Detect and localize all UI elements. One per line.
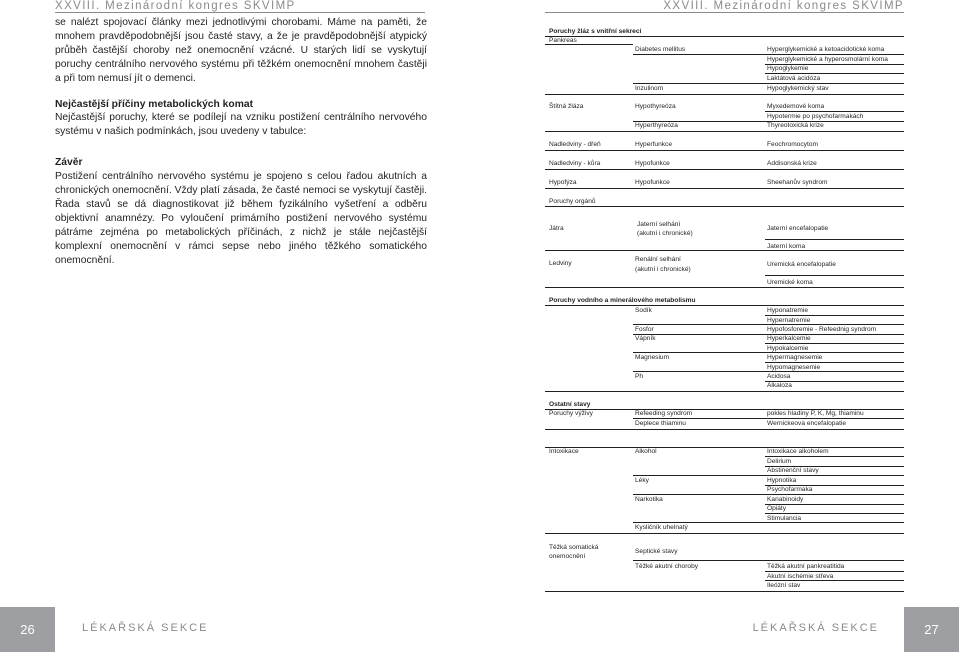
table-rule (765, 315, 904, 316)
table-cell: Renální selhání (635, 256, 681, 263)
table-rule (765, 513, 904, 514)
right-section-label: LÉKAŘSKÁ SEKCE (752, 622, 879, 634)
table-cell: pokles hladiny P, K, Mg, thiaminu (767, 410, 864, 417)
table-rule (765, 580, 904, 581)
table-rule (633, 352, 904, 353)
right-header-rule (545, 12, 904, 13)
table-cell: Addisonská krize (767, 160, 817, 167)
table-cell: Fosfor (635, 326, 654, 333)
table-section-title: Ostatní stavy (549, 401, 591, 408)
table-rule (545, 150, 904, 151)
table-rule (633, 494, 904, 495)
table-cell: Hypofosforemie - Refeednig syndrom (767, 326, 877, 333)
table-cell: Hyperglykemické a hyperosmolární koma (767, 56, 888, 63)
table-cell: Hyperkalcemie (767, 335, 811, 342)
table-rule (545, 250, 904, 251)
left-section-label: LÉKAŘSKÁ SEKCE (82, 622, 209, 634)
left-header-rule (55, 12, 425, 13)
table-cell: Hypotermie po psychofarmakách (767, 113, 864, 120)
table-cell: Diabetes mellitus (635, 46, 686, 53)
section-heading-conclusion: Závěr (55, 157, 83, 169)
causes-paragraph: Nejčastější poruchy, které se podílejí na vzniku postižení centrálního nervového systému v našich podmínkách, jsou uvedeny v tabulce: (55, 112, 427, 138)
table-cell: Acidosa (767, 373, 791, 380)
table-rule (633, 475, 904, 476)
table-rule (633, 371, 904, 372)
section-heading-causes: Nejčastější příčiny metabolických komat (55, 98, 254, 110)
table-cell: Štítná žláza (549, 103, 584, 110)
table-cell: Ileózní stav (767, 582, 801, 589)
table-rule (545, 188, 904, 189)
table-rule (633, 522, 904, 523)
table-cell: (akutní i chronické) (635, 266, 691, 273)
table-cell: Těžké akutní choroby (635, 563, 699, 570)
table-cell: Nadledviny - kůra (549, 160, 601, 167)
table-cell: Hypoglykemie (767, 65, 809, 72)
table-cell: Kysličník uhelnatý (635, 524, 688, 531)
table-cell: Těžká akutní pankreatitida (767, 563, 845, 570)
intro-paragraph: se nalézt spojovací články mezi jednotlivými chorobami. Máme na paměti, že mnohem pravděpodobnější jsou časté stavy, a že je pravděpodobnější atypický průběh častější choroby než onemocnění vzácné. U starých lidí se vyskytují poruchy centrálního nervového systému při těžkém onemocnění mnohem častěji a při tom nemusí jít o demenci. (55, 17, 427, 84)
table-cell: Inzulinom (635, 85, 664, 92)
table-cell: onemocnění (549, 553, 586, 560)
table-cell: Intoxikace alkoholem (767, 448, 829, 455)
left-page-number: 26 (0, 607, 55, 652)
table-rule (545, 591, 904, 592)
table-cell: Nadledviny - dřeň (549, 141, 601, 148)
table-cell: Játra (549, 225, 564, 232)
table-rule (765, 456, 904, 457)
left-column (55, 16, 427, 268)
table-cell: Léky (635, 477, 649, 484)
table-cell: Refeeding syndrom (635, 410, 693, 417)
table-rule (545, 447, 904, 448)
table-cell: Hyperthyreóza (635, 122, 678, 129)
table-rule (545, 36, 904, 37)
table-cell: Delirium (767, 458, 792, 465)
table-rule (545, 429, 904, 430)
left-running-header: XXVIII. Mezinárodní kongres SKVIMP (55, 0, 296, 12)
table-cell: Hypofunkce (635, 179, 670, 186)
table-cell: Stimulancia (767, 515, 802, 522)
table-cell: Kanabinoidy (767, 496, 804, 503)
table-cell: Hypothyreóza (635, 103, 676, 110)
table-rule (545, 305, 904, 306)
table-cell: (akutní i chronické) (637, 230, 693, 237)
table-cell: Akutní ischémie střeva (767, 573, 834, 580)
table-section-title: Poruchy žláz s vnitřní sekrecí (549, 28, 642, 35)
table-rule (633, 418, 904, 419)
table-cell: Abstinenční stavy (767, 467, 819, 474)
table-rule (545, 169, 904, 170)
table-cell: Hypofunkce (635, 160, 670, 167)
table-rule (765, 571, 904, 572)
table-rule (545, 533, 904, 534)
table-cell: Hypnotika (767, 477, 797, 484)
table-rule (765, 239, 904, 240)
table-cell: Laktátová acidóza (767, 75, 821, 82)
table-cell: Hypokalcemie (767, 345, 809, 352)
table-cell: Uremické koma (767, 279, 813, 286)
table-cell: Narkotika (635, 496, 663, 503)
table-cell: Magnesium (635, 354, 670, 361)
table-rule (545, 206, 904, 207)
table-rule (545, 44, 633, 45)
table-cell: Hypermagnesemie (767, 354, 823, 361)
table-rule (765, 343, 904, 344)
table-cell: Deplece thiaminu (635, 420, 686, 427)
table-cell: Hypofýza (549, 179, 577, 186)
right-page-number: 27 (904, 607, 959, 652)
table-cell: Myxedemové koma (767, 103, 825, 110)
table-cell: Hyponatremie (767, 307, 809, 314)
table-cell: Uremická encefalopatie (767, 261, 836, 268)
table-cell: Poruchy výživy (549, 410, 593, 417)
conclusion-paragraph: Postižení centrálního nervového systému je spojeno s celou řadou akutních a chronických onemocnění. Vždy platí zásada, že časté nemoci se vyskytují častěji. Řada stavů se dá diagnostikovat již během fyzikálního vyšetření a odběru objektivní anamnézy. Po vyloučení primárního postižení nervového systému pátráme zejména po metabolických příčinách, z nichž je stále nejčastější komplexní onemocnění v rámci sepse nebo jiného těžkého somatického onemocnění. (55, 171, 428, 266)
table-cell: Alkaloza (767, 382, 792, 389)
table-cell: Thyreotoxická krize (767, 122, 824, 129)
table-cell: Sheehanův syndrom (767, 179, 828, 186)
table-cell: Jaterní encefalopatie (767, 225, 829, 232)
table-cell: Intoxikace (549, 448, 579, 455)
table-cell: Ph (635, 373, 644, 380)
table-cell: Alkohol (635, 448, 657, 455)
table-section-title: Poruchy vodního a minerálového metabolismu (549, 297, 696, 304)
table-cell: Septické stavy (635, 548, 678, 555)
table-cell: Ledviny (549, 260, 572, 267)
table-rule (765, 111, 904, 112)
table-rule (765, 275, 904, 276)
table-rule (633, 83, 904, 84)
table-cell: Sodík (635, 307, 652, 314)
table-cell: Hyperglykemické a ketoacidotické koma (767, 46, 885, 53)
table-section-title: Poruchy orgánů (549, 198, 596, 205)
table-cell: Pankreas (549, 37, 577, 44)
table-rule (765, 73, 904, 74)
table-cell: Opiáty (767, 505, 787, 512)
table-cell: Hyperfunkce (635, 141, 673, 148)
table-rule (545, 131, 904, 132)
table-cell: Hypoglykemický stav (767, 85, 829, 92)
table-cell: Jaterní koma (767, 243, 806, 250)
table-rule (633, 560, 904, 561)
table-cell: Hypomagnesemie (767, 364, 821, 371)
table-cell: Wernickeova encefalopatie (767, 420, 847, 427)
right-running-header: XXVIII. Mezinárodní kongres SKVIMP (663, 0, 904, 12)
table-rule (633, 54, 904, 55)
table-rule (633, 324, 904, 325)
table-rule (545, 94, 904, 95)
table-cell: Hypernatremie (767, 317, 811, 324)
table-cell: Psychofarmaka (767, 486, 813, 493)
table-rule (545, 287, 904, 288)
table-rule (765, 362, 904, 363)
table-cell: Vápník (635, 335, 656, 342)
table-cell: Jaterní selhání (637, 221, 681, 228)
table-rule (545, 391, 904, 392)
table-cell: Těžká somatická (549, 544, 599, 551)
table-cell: Feochromocytom (767, 141, 818, 148)
